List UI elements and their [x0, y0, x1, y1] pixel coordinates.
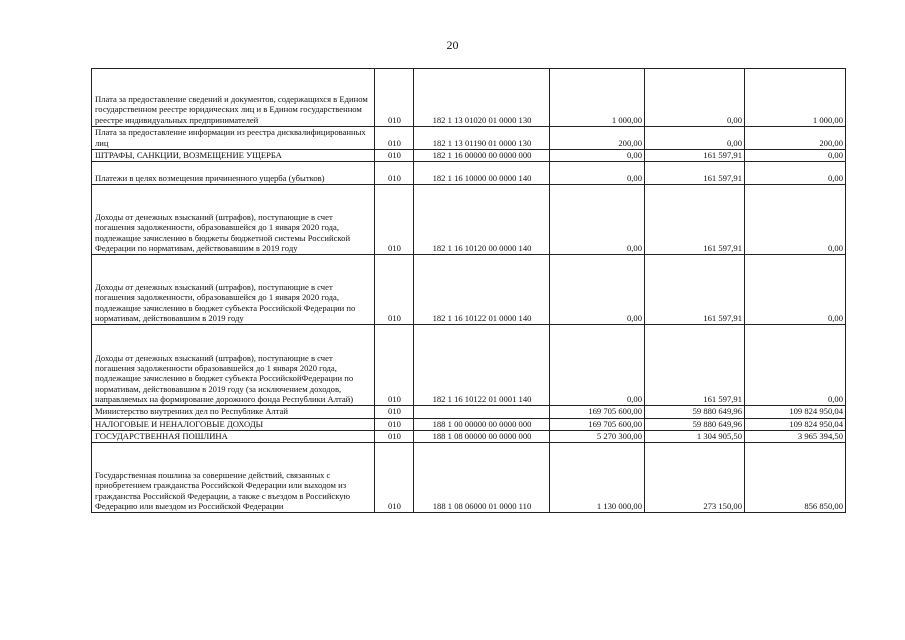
row-value-3-cell: 109 824 950,04: [745, 418, 846, 430]
row-value-1-cell: 169 705 600,00: [550, 406, 645, 418]
row-value-2-cell: 161 597,91: [645, 185, 745, 255]
table-row: [92, 443, 846, 513]
row-name-cell: Министерство внутренних дел по Республике Алтай: [92, 406, 375, 418]
row-name-cell: Платежи в целях возмещения причиненного ущерба (убытков): [92, 162, 375, 185]
revenue-table: [91, 68, 846, 513]
row-name-cell: Государственная пошлина за совершение действий, связанных с приобретением гражданства Российской Федерации или выходом из гражданства Российской Федерации, а также с въездом в Российскую Федерацию или выездом из Российской Федерации: [92, 443, 375, 513]
row-name-cell: Доходы от денежных взысканий (штрафов), поступающие в счет погашения задолженности образовавшейся до 1 января 2020 года, подлежащие зачислению в бюджет субъекта РоссийскойФедерации по нормативам, действовавшим в 2019 году (за исключением доходов, направляемых на формирование дорожного фонда Республики Алтай): [92, 325, 375, 406]
row-admin-code-cell: 010: [375, 406, 414, 418]
row-value-1-cell: 0,00: [550, 185, 645, 255]
row-value-3-cell: 3 965 394,50: [745, 430, 846, 442]
row-budget-code-cell: 182 1 16 10122 01 0001 140: [414, 325, 550, 406]
row-value-2-cell: 0,00: [645, 69, 745, 127]
row-admin-code-cell: 010: [375, 127, 414, 150]
row-value-2-cell: 161 597,91: [645, 325, 745, 406]
table-row: [92, 430, 846, 442]
row-budget-code-cell: 182 1 16 10000 00 0000 140: [414, 162, 550, 185]
row-admin-code-cell: 010: [375, 69, 414, 127]
row-name-cell: Доходы от денежных взысканий (штрафов), поступающие в счет погашения задолженности, образовавшейся до 1 января 2020 года, подлежащие зачислению в бюджеты бюджетной системы Российской Федерации по нормативам, действовавшим в 2019 году: [92, 185, 375, 255]
row-name-cell: НАЛОГОВЫЕ И НЕНАЛОГОВЫЕ ДОХОДЫ: [92, 418, 375, 430]
row-value-1-cell: 0,00: [550, 255, 645, 325]
row-budget-code-cell: 182 1 13 01020 01 0000 130: [414, 69, 550, 127]
row-value-3-cell: 1 000,00: [745, 69, 846, 127]
table-row: [92, 150, 846, 162]
row-budget-code-cell: 188 1 08 06000 01 0000 110: [414, 443, 550, 513]
table-row: [92, 255, 846, 325]
row-name-cell: Плата за предоставление информации из реестра дисквалифицированных лиц: [92, 127, 375, 150]
row-value-2-cell: 59 880 649,96: [645, 406, 745, 418]
table-row: [92, 185, 846, 255]
row-value-1-cell: 200,00: [550, 127, 645, 150]
revenue-table-body: [92, 69, 846, 513]
row-value-1-cell: 169 705 600,00: [550, 418, 645, 430]
row-value-2-cell: 0,00: [645, 127, 745, 150]
row-budget-code-cell: 182 1 13 01190 01 0000 130: [414, 127, 550, 150]
row-admin-code-cell: 010: [375, 162, 414, 185]
row-value-1-cell: 1 000,00: [550, 69, 645, 127]
page-number: 20: [446, 38, 459, 52]
row-budget-code-cell: 182 1 16 10122 01 0000 140: [414, 255, 550, 325]
row-value-1-cell: 1 130 000,00: [550, 443, 645, 513]
row-admin-code-cell: 010: [375, 255, 414, 325]
row-value-2-cell: 1 304 905,50: [645, 430, 745, 442]
row-value-1-cell: 5 270 300,00: [550, 430, 645, 442]
row-value-2-cell: 59 880 649,96: [645, 418, 745, 430]
table-row: [92, 418, 846, 430]
row-value-1-cell: 0,00: [550, 150, 645, 162]
row-value-3-cell: 0,00: [745, 185, 846, 255]
row-admin-code-cell: 010: [375, 418, 414, 430]
row-value-2-cell: 273 150,00: [645, 443, 745, 513]
table-row: [92, 69, 846, 127]
row-value-1-cell: 0,00: [550, 162, 645, 185]
row-budget-code-cell: 188 1 00 00000 00 0000 000: [414, 418, 550, 430]
row-name-cell: Плата за предоставление сведений и документов, содержащихся в Едином государственном реестре юридических лиц и в Едином государственном реестре индивидуальных предпринимателей: [92, 69, 375, 127]
row-budget-code-cell: 182 1 16 10120 00 0000 140: [414, 185, 550, 255]
row-admin-code-cell: 010: [375, 443, 414, 513]
row-name-cell: ШТРАФЫ, САНКЦИИ, ВОЗМЕЩЕНИЕ УЩЕРБА: [92, 150, 375, 162]
table-row: [92, 162, 846, 185]
row-admin-code-cell: 010: [375, 185, 414, 255]
row-value-3-cell: 0,00: [745, 325, 846, 406]
row-name-cell: ГОСУДАРСТВЕННАЯ ПОШЛИНА: [92, 430, 375, 442]
row-value-3-cell: 109 824 950,04: [745, 406, 846, 418]
row-value-3-cell: 0,00: [745, 150, 846, 162]
row-value-3-cell: 0,00: [745, 162, 846, 185]
row-value-3-cell: 856 850,00: [745, 443, 846, 513]
row-admin-code-cell: 010: [375, 150, 414, 162]
row-value-2-cell: 161 597,91: [645, 162, 745, 185]
row-budget-code-cell: [414, 406, 550, 418]
row-value-2-cell: 161 597,91: [645, 150, 745, 162]
row-value-3-cell: 200,00: [745, 127, 846, 150]
row-budget-code-cell: 188 1 08 00000 00 0000 000: [414, 430, 550, 442]
table-row: [92, 406, 846, 418]
table-row: [92, 325, 846, 406]
row-value-3-cell: 0,00: [745, 255, 846, 325]
row-name-cell: Доходы от денежных взысканий (штрафов), поступающие в счет погашения задолженности, образовавшейся до 1 января 2020 года, подлежащие зачислению в бюджет субъекта Российской Федерации по нормативам, действовавшим в 2019 году: [92, 255, 375, 325]
row-admin-code-cell: 010: [375, 325, 414, 406]
row-admin-code-cell: 010: [375, 430, 414, 442]
table-row: [92, 127, 846, 150]
row-budget-code-cell: 182 1 16 00000 00 0000 000: [414, 150, 550, 162]
row-value-1-cell: 0,00: [550, 325, 645, 406]
row-value-2-cell: 161 597,91: [645, 255, 745, 325]
